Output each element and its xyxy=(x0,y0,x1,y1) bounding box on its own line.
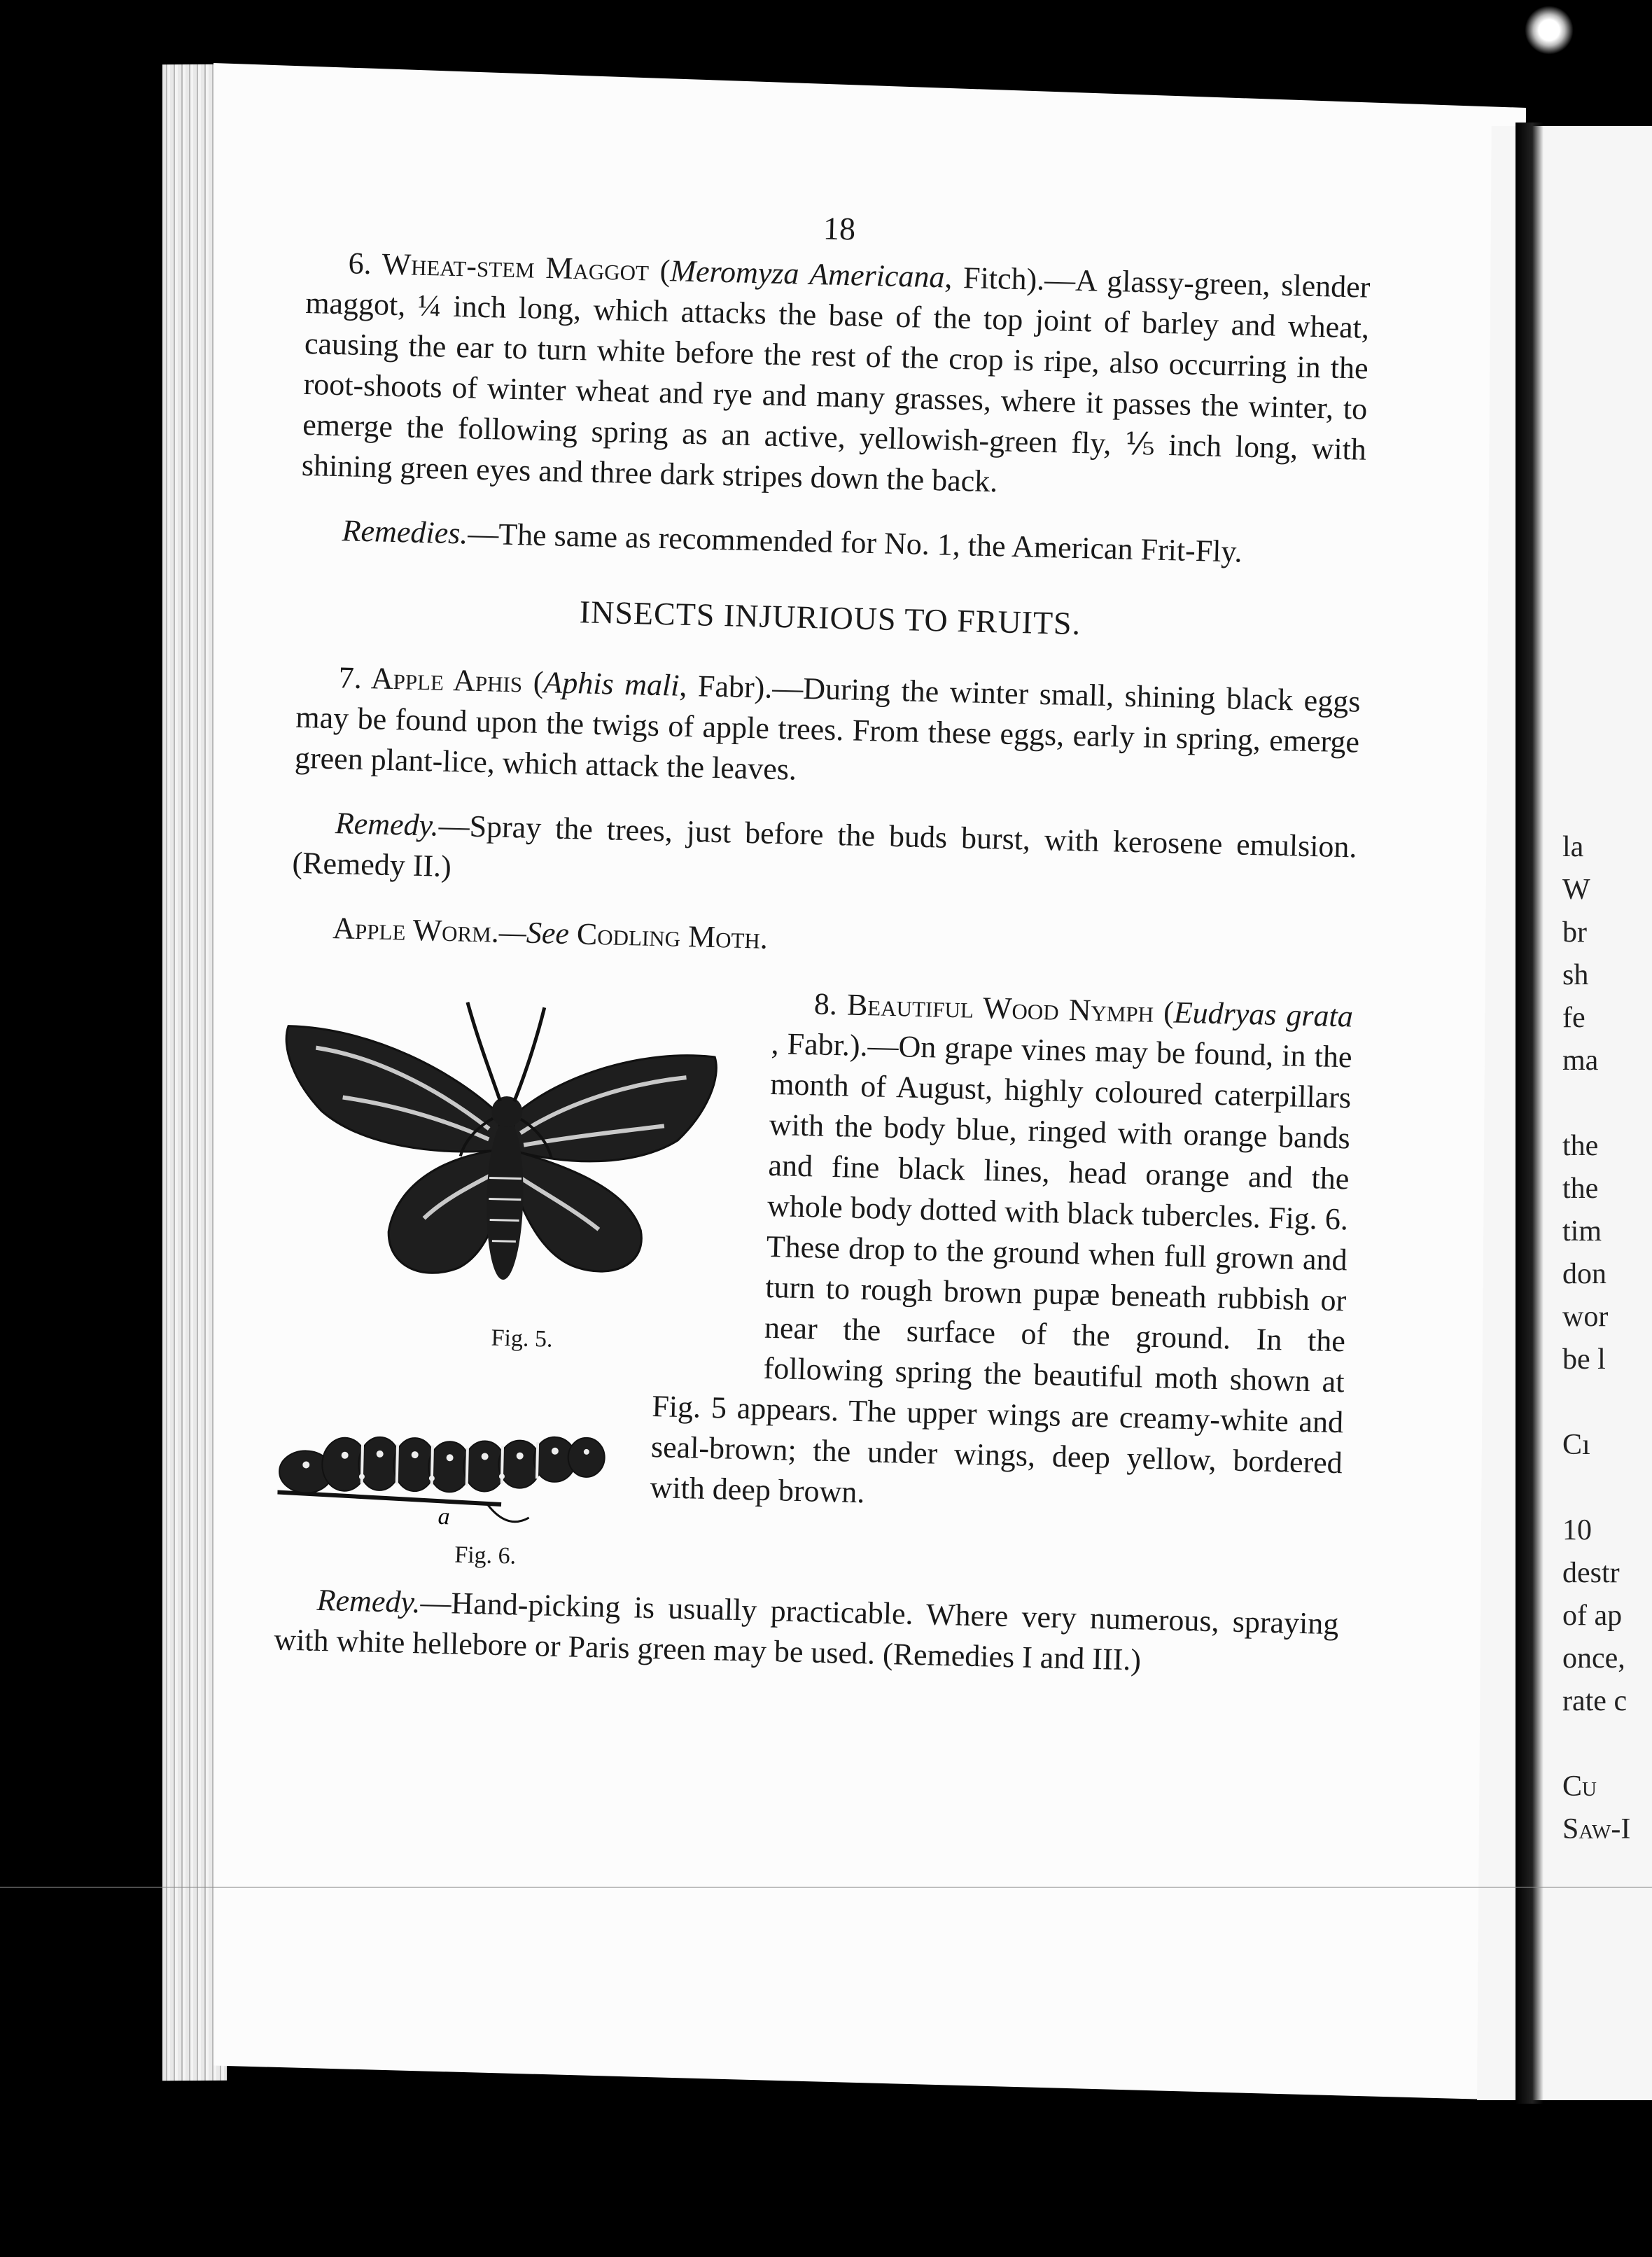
figure-5 xyxy=(260,984,751,1359)
facing-line: br xyxy=(1562,916,1587,949)
facing-line: the xyxy=(1562,1173,1599,1205)
facing-line: W xyxy=(1562,874,1590,906)
scientific-name: Eudryas grata xyxy=(1173,995,1354,1034)
facing-line: sh xyxy=(1562,959,1589,991)
facing-page-text xyxy=(1562,826,1652,1851)
entry-beautiful-wood-nymph: 8. Beautiful Wood Nymph (Eudryas grata Fig. 5. , Fabr.).—On grape vines may be found, in the month of August, highly coloured caterpillars with the body blue, ringed with orange bands and fine black lines, head orange and the whole body dotted with black tubercles. Fig. 6. These drop to the ground when full grown and turn to rough brown pupæ beneath rubbish or near the surface of the ground. In the following spring the beautiful moth shown at Fig. 5 appears. The a Fig. 6. upper wings are creamy-white and seal-brown; the under wings, deep yellow, bordered with deep brown. xyxy=(277,972,1353,1525)
facing-line: be l xyxy=(1562,1343,1606,1376)
figure-6 xyxy=(276,1388,637,1570)
entry-wheat-stem-maggot: 6. Wheat-stem Maggot (Meromyza Americana, Fitch).—A glassy-green, slender maggot, ¼ inch long, which attacks the base of the top joint of barley and wheat, causing the ear to turn white before the rest of the crop is ripe, also occurring in the root-shoots of winter wheat and rye and many grasses, where it passes the winter, to emerge the following spring as an active, yellowish-green fly, ⅕ inch long, with shining green eyes and three dark stripes down the back. xyxy=(301,246,1371,499)
facing-line: Cu xyxy=(1562,1770,1597,1803)
facing-line: don xyxy=(1562,1258,1606,1290)
facing-line: la xyxy=(1562,831,1584,863)
section-heading: INSECTS INJURIOUS TO FRUITS. xyxy=(579,594,1082,642)
entry-body: , Fabr.).—On grape vines may be found, in the month of August, highly coloured caterpillars with the body blue, ringed with orange bands and fine black lines, head orange and the whole body dotted with black tubercles. Fig. 6. These drop to the ground when full grown and turn to rough brown pupæ beneath rubbish or near the surface of the ground. In the following spring the beautiful moth shown at Fig. 5 appears. The xyxy=(651,1026,1353,1430)
figure-6-caption: Fig. 6. xyxy=(454,1542,517,1570)
facing-line: once, xyxy=(1562,1642,1625,1675)
facing-line: rate c xyxy=(1562,1685,1628,1717)
facing-line: Saw-I xyxy=(1562,1813,1631,1845)
facing-line: of ap xyxy=(1562,1600,1623,1632)
remedy-body: —Spray the trees, just before the buds burst, with kerosene emulsion. (Remedy II.) xyxy=(291,808,1358,884)
facing-line: ma xyxy=(1562,1044,1599,1077)
facing-line: 10 xyxy=(1562,1514,1592,1546)
entry-apple-worm: Apple Worm.—See Codling Moth. xyxy=(332,911,769,956)
cross-reference: Codling Moth. xyxy=(576,916,769,956)
facing-line: Cı xyxy=(1562,1429,1590,1461)
facing-line: wor xyxy=(1562,1301,1609,1333)
entry-title: Apple Worm. xyxy=(332,911,500,949)
facing-line xyxy=(1562,1723,1652,1766)
book-gutter xyxy=(1516,123,1544,2104)
caterpillar-illustration-icon xyxy=(276,1395,636,1536)
figure-5-caption: Fig. 5. xyxy=(491,1325,553,1353)
scan-stain xyxy=(1525,6,1574,55)
facing-line: destr xyxy=(1562,1557,1620,1589)
moth-illustration-icon xyxy=(260,984,751,1324)
page-number: 18 xyxy=(822,210,856,247)
entry-body-continued: upper wings are creamy-white and seal-brown; the under wings, deep yellow, bordered with deep brown. xyxy=(650,1395,1344,1510)
entry-body: , Fitch).—A glassy-green, slender maggot, ¼ inch long, which attacks the base of the top joint of barley and wheat, causing the ear to turn white before the rest of the crop is ripe, also occurring in the root-shoots of winter wheat and rye and many grasses, where it passes the winter, to emerge the following spring as an active, yellowish-green fly, ⅕ inch long, with shining green eyes and three dark stripes down the back. xyxy=(301,260,1371,499)
entry-body: , Fabr).—During the winter small, shining black eggs may be found upon the twigs of apple trees. From these eggs, early in spring, emerge green plant-lice, which attack the leaves. xyxy=(294,668,1361,787)
page-text-column xyxy=(274,196,1372,1685)
entry-title: 7. Apple Aphis xyxy=(338,660,523,699)
facing-line xyxy=(1562,1381,1652,1424)
entry-title: 8. Beautiful Wood Nymph xyxy=(813,986,1154,1029)
facing-line xyxy=(1562,1082,1652,1125)
figure-6-letter: a xyxy=(438,1503,451,1530)
facing-line: tim xyxy=(1562,1215,1602,1248)
scientific-name: Meromyza Americana xyxy=(669,253,945,295)
remedy-body: —The same as recommended for No. 1, the American Frit-Fly. xyxy=(467,516,1243,569)
facing-line: the xyxy=(1562,1130,1599,1162)
scan-artifact-line xyxy=(0,1887,1652,1888)
scientific-name: Aphis mali xyxy=(542,665,680,703)
facing-line xyxy=(1562,1467,1652,1509)
facing-line: fe xyxy=(1562,1002,1586,1034)
remedy-label: Remedy. xyxy=(316,1582,421,1620)
remedy-label: Remedy. xyxy=(335,806,440,843)
entry-title: 6. Wheat-stem Maggot xyxy=(348,246,650,288)
entry-apple-aphis: 7. Apple Aphis (Aphis mali, Fabr).—During the winter small, shining black eggs may be found upon the twigs of apple trees. From these eggs, early in spring, emerge green plant-lice, which attack the leaves. xyxy=(294,660,1361,787)
remedy-body: —Hand-picking is usually practicable. Where very numerous, spraying with white hellebore or Paris green may be used. (Remedies I and III.) xyxy=(273,1585,1339,1677)
remedy-label: Remedies. xyxy=(342,513,468,551)
